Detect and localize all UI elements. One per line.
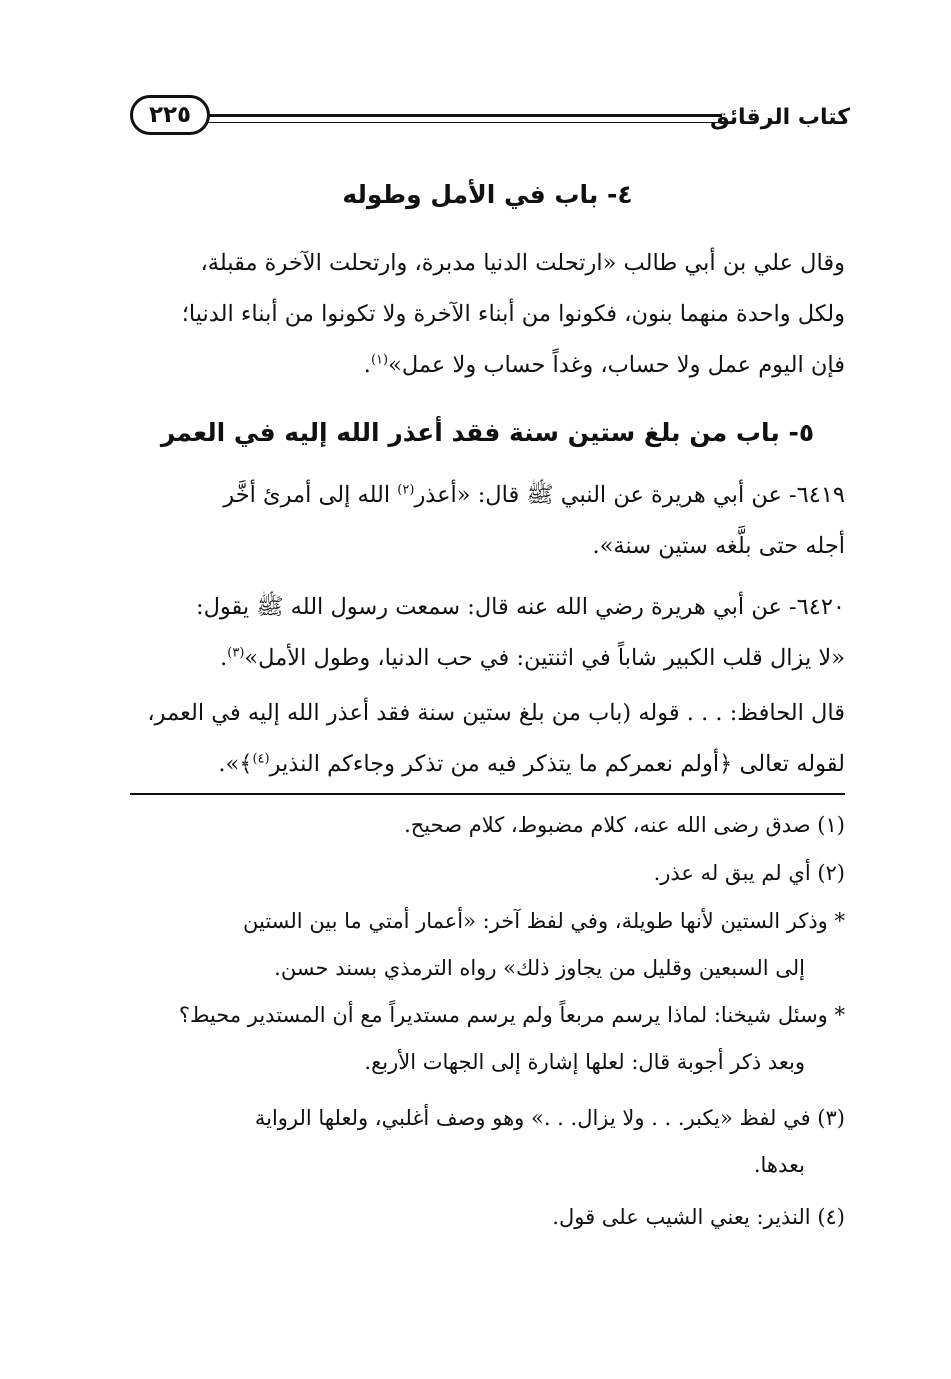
hadith-6420-end: . bbox=[220, 645, 228, 671]
page-header bbox=[130, 95, 850, 145]
footnote-ref-2: (٢) bbox=[397, 482, 415, 498]
section-4-paragraph bbox=[130, 238, 845, 391]
section-5-heading: ٥- باب من بلغ ستين سنة فقد أعذر الله إليه في العمر bbox=[160, 418, 815, 447]
hadith-6420-line-1: ٦٤٢٠- عن أبي هريرة رضي الله عنه قال: سمعت رسول الله ﷺ يقول: bbox=[196, 594, 845, 620]
footnote-3-line-1: (٣) في لفظ «يكبر. . . ولا يزال. . .» وهو وصف أغلبي، ولعلها الرواية bbox=[254, 1106, 845, 1130]
section-4-line-3-text: فإن اليوم عمل ولا حساب، وغداً حساب ولا عمل» bbox=[388, 352, 845, 378]
footnote-star-1-line-2: إلى السبعين وقليل من يجاوز ذلك» رواه الترمذي بسند حسن. bbox=[274, 956, 805, 980]
footnote-4: (٤) النذير: يعني الشيب على قول. bbox=[552, 1205, 845, 1229]
footnote-star-1 bbox=[130, 898, 845, 992]
footnote-ref-3: (٣) bbox=[227, 645, 245, 661]
hadith-6419 bbox=[130, 470, 845, 572]
hadith-6420-text: «لا يزال قلب الكبير شاباً في اثنتين: في حب الدنيا، وطول الأمل» bbox=[244, 645, 845, 671]
footnote-star-2 bbox=[130, 992, 845, 1086]
hadith-6419-line-2: أجله حتى بلَّغه ستين سنة». bbox=[592, 533, 845, 559]
footnote-star-1-line-1: * وذكر الستين لأنها طويلة، وفي لفظ آخر: «أعمار أمتي ما بين الستين bbox=[243, 909, 845, 933]
footnote-ref-1: (١) bbox=[370, 352, 389, 368]
page-number-badge: ٢٢٥ bbox=[130, 95, 210, 135]
hadith-6419-text-b: الله إلى أمرئ أخَّر bbox=[223, 482, 398, 508]
section-4-line-1: وقال علي بن أبي طالب «ارتحلت الدنيا مدبرة، وارتحلت الآخرة مقبلة، bbox=[200, 250, 845, 276]
footnote-divider bbox=[130, 793, 845, 795]
book-title: كتاب الرقائق bbox=[709, 105, 850, 130]
hadith-6420 bbox=[130, 582, 845, 684]
header-rule bbox=[202, 114, 722, 123]
hafiz-line-2-text: لقوله تعالى ﴿أولم نعمركم ما يتذكر فيه من تذكر وجاءكم النذير bbox=[269, 751, 845, 777]
footnote-ref-4: (٤) bbox=[252, 751, 270, 767]
footnote-1: (١) صدق رضى الله عنه، كلام مضبوط، كلام صحيح. bbox=[404, 813, 845, 837]
hafiz-line-2-end: ﴾». bbox=[218, 751, 253, 777]
hadith-6419-line-1 bbox=[130, 470, 845, 521]
section-4-line-3 bbox=[130, 340, 845, 391]
hadith-6420-line-2 bbox=[130, 633, 845, 684]
section-4-line-2: ولكل واحدة منهما بنون، فكونوا من أبناء الآخرة ولا تكونوا من أبناء الدنيا؛ bbox=[181, 301, 845, 327]
footnote-3 bbox=[130, 1095, 845, 1189]
section-4-heading: ٤- باب في الأمل وطوله bbox=[342, 180, 633, 209]
hafiz-line-2 bbox=[130, 739, 845, 790]
hadith-6419-text-a: ٦٤١٩- عن أبي هريرة عن النبي ﷺ قال: «أعذر bbox=[414, 482, 845, 508]
section-4-line-3-end: . bbox=[363, 352, 371, 378]
hafiz-commentary bbox=[130, 688, 845, 790]
footnote-2: (٢) أي لم يبق له عذر. bbox=[653, 861, 845, 885]
hafiz-line-1: قال الحافظ: . . . قوله (باب من بلغ ستين سنة فقد أعذر الله إليه في العمر، bbox=[147, 700, 845, 726]
footnote-star-2-line-1: * وسئل شيخنا: لماذا يرسم مربعاً ولم يرسم مستديراً مع أن المستدير محيط؟ bbox=[178, 1003, 845, 1027]
footnote-3-line-2: بعدها. bbox=[753, 1153, 805, 1177]
footnote-star-2-line-2: وبعد ذكر أجوبة قال: لعلها إشارة إلى الجهات الأربع. bbox=[364, 1050, 805, 1074]
